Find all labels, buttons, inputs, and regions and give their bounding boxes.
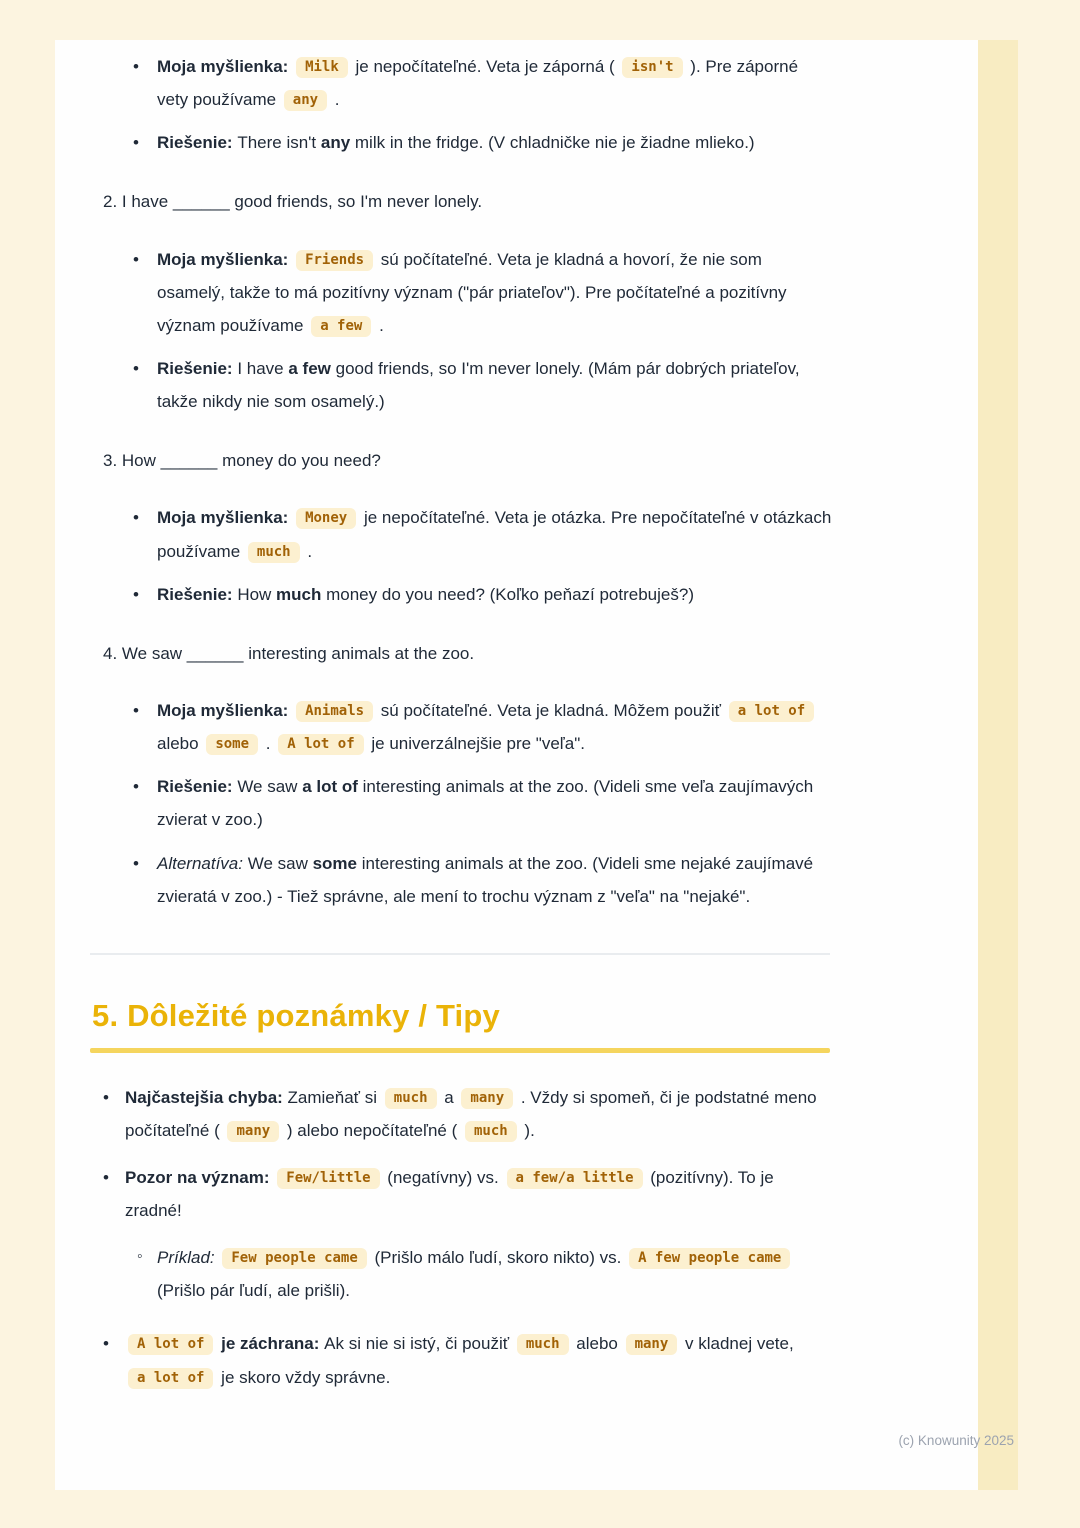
list-item (133, 243, 832, 342)
disc-bullet-marker: • (133, 57, 139, 76)
code-badge: a lot of (729, 701, 814, 722)
list-item (137, 1241, 832, 1307)
list-item (133, 847, 832, 913)
footer-credit: (c) Knowunity 2025 (898, 1433, 1014, 1448)
numbered-item (103, 444, 832, 477)
text-segment: . (330, 90, 340, 110)
text-segment: We saw (247, 853, 313, 873)
numbered-item (103, 185, 832, 218)
list-item (103, 1161, 832, 1227)
text-segment: a lot of (302, 777, 358, 797)
heading-underline (90, 1048, 830, 1053)
section-heading: 5. Dôležité poznámky / Tipy (92, 997, 500, 1033)
side-strip (978, 40, 1018, 1490)
list-item-text (157, 352, 832, 418)
text-segment: je skoro vždy správne. (216, 1367, 391, 1387)
text-segment: good friends, so I'm never lonely. (Mám pár dobrých priateľov, takže nikdy nie som osamelý.) (157, 358, 800, 412)
section-divider (90, 953, 830, 955)
content (90, 50, 832, 1394)
text-segment: ). Pre záporné vety používame (157, 57, 799, 110)
text-segment: Moja myšlienka: (157, 57, 294, 76)
text-segment: There isn't (237, 133, 321, 153)
list-item (133, 501, 832, 567)
text-segment: any (320, 133, 351, 153)
text-segment: 2. I have ______ good friends, so I'm never lonely. (103, 192, 483, 212)
text-segment: (pozitívny). To je zradné! (125, 1167, 774, 1220)
text-segment: milk in the fridge. (V chladničke nie je žiadne mlieko.) (350, 133, 755, 153)
text-segment: . (261, 734, 276, 754)
disc-bullet-marker: • (133, 584, 139, 604)
list-item-text (157, 578, 832, 611)
text-segment: je nepočítateľné. Veta je záporná ( (350, 57, 620, 76)
text-segment: a few (288, 358, 331, 378)
disc-bullet-marker: • (103, 1167, 109, 1187)
code-badge: Money (296, 508, 356, 529)
text-segment: Ak si nie si istý, či použiť (324, 1334, 514, 1354)
disc-bullet-marker: • (133, 358, 139, 378)
text-segment: Pozor na význam: (125, 1167, 275, 1187)
text-segment: alebo (571, 1334, 623, 1354)
code-badge: much (465, 1121, 517, 1142)
disc-bullet-marker: • (103, 1334, 109, 1354)
code-badge: many (626, 1334, 678, 1355)
code-badge: Few people came (222, 1248, 366, 1269)
text-segment: . Vždy si spomeň, či je podstatné meno počítateľné ( (125, 1087, 817, 1140)
code-badge: any (284, 90, 327, 111)
disc-bullet-marker: • (133, 853, 139, 873)
list-item-text (157, 126, 832, 159)
disc-bullet-marker: • (133, 249, 139, 269)
text-segment: (Prišlo málo ľudí, skoro nikto) vs. (369, 1248, 627, 1268)
list-item-text (157, 770, 832, 836)
text-segment: 3. How ______ money do you need? (103, 451, 381, 471)
text-segment: some (312, 853, 358, 873)
code-badge: many (227, 1121, 279, 1142)
text-segment: . (374, 315, 384, 335)
disc-bullet-marker: • (103, 1087, 109, 1107)
text-segment: Moja myšlienka: (157, 700, 294, 720)
code-badge: A lot of (278, 734, 363, 755)
text-segment: Zamieňať si (287, 1087, 382, 1107)
text-segment: (negatívny) vs. (382, 1167, 504, 1187)
text-segment: v kladnej vete, (680, 1334, 794, 1354)
text-segment: Riešenie: (157, 777, 238, 797)
text-segment: je univerzálnejšie pre "veľa". (366, 734, 585, 754)
text-segment: Moja myšlienka: (157, 249, 294, 269)
text-segment: much (276, 584, 322, 604)
code-badge: Friends (296, 250, 373, 271)
disc-bullet-marker: • (133, 508, 139, 528)
text-segment: 4. We saw ______ interesting animals at the zoo. (103, 643, 475, 663)
text-segment: je záchrana: (216, 1334, 325, 1354)
code-badge: Animals (296, 701, 373, 722)
text-segment: ). (519, 1120, 535, 1140)
list-item (133, 694, 832, 760)
text-segment: interesting animals at the zoo. (Videli sme veľa zaujímavých zvierat v zoo.) (157, 777, 814, 830)
list-item-text (157, 50, 832, 116)
numbered-item (103, 637, 832, 670)
list-item-text (157, 694, 832, 760)
text-segment: We saw (237, 777, 303, 797)
code-badge: A few people came (629, 1248, 790, 1269)
text-segment: Moja myšlienka: (157, 508, 294, 528)
list-item-text (157, 501, 832, 567)
disc-bullet-marker: • (133, 777, 139, 797)
text-segment: alebo (157, 734, 204, 754)
list-item-text (125, 1327, 832, 1393)
list-item (133, 578, 832, 611)
text-segment: How (237, 584, 277, 604)
code-badge: much (517, 1334, 569, 1355)
text-segment: ) alebo nepočítateľné ( (282, 1120, 462, 1140)
disc-bullet-marker: • (133, 133, 139, 153)
text-segment: interesting animals at the zoo. (Videli sme nejaké zaujímavé zvieratá v zoo.) - Tiež správne, ale mení to trochu význam z "veľa" na "nejaké". (157, 853, 814, 906)
list-item (103, 1327, 832, 1393)
code-badge: many (461, 1088, 513, 1109)
code-badge: much (385, 1088, 437, 1109)
list-item-text (125, 1161, 832, 1227)
list-item (133, 352, 832, 418)
text-segment: Najčastejšia chyba: (125, 1087, 288, 1107)
document-page (55, 40, 978, 1490)
code-badge: A lot of (128, 1334, 213, 1355)
list-item (133, 770, 832, 836)
code-badge: Milk (296, 57, 348, 78)
text-segment: Príklad: (157, 1248, 220, 1268)
text-segment: Riešenie: (157, 358, 238, 378)
text-segment: sú počítateľné. Veta je kladná a hovorí, že nie som osamelý, takže to má pozitívny význam ("pár priateľov"). Pre počítateľné a pozitívny význam používame (157, 249, 787, 335)
code-badge: much (248, 542, 300, 563)
code-badge: Few/little (277, 1168, 379, 1189)
disc-bullet-marker: • (133, 700, 139, 720)
text-segment: a (439, 1087, 459, 1107)
list-item-text (157, 847, 832, 913)
list-item (103, 1081, 832, 1147)
list-item-text (125, 1081, 832, 1147)
list-item-text (157, 1241, 832, 1307)
text-segment: sú počítateľné. Veta je kladná. Môžem použiť (376, 700, 726, 720)
text-segment: . (302, 541, 313, 561)
code-badge: some (206, 734, 258, 755)
code-badge: a lot of (128, 1368, 213, 1389)
text-segment: Riešenie: (157, 133, 238, 153)
circle-bullet-marker: ◦ (137, 1248, 143, 1266)
text-segment: Riešenie: (157, 584, 238, 604)
code-badge: isn't (622, 57, 682, 78)
text-segment: I have (237, 358, 289, 378)
text-segment: (Prišlo pár ľudí, ale prišli). (157, 1281, 350, 1301)
code-badge: a few/a little (507, 1168, 643, 1189)
text-segment: Alternatíva: (157, 853, 248, 873)
list-item (133, 126, 832, 159)
list-item (133, 50, 832, 116)
list-item-text (157, 243, 832, 342)
text-segment: je nepočítateľné. Veta je otázka. Pre nepočítateľné v otázkach používame (157, 508, 832, 561)
text-segment: money do you need? (Koľko peňazí potrebuješ?) (321, 584, 694, 604)
code-badge: a few (311, 316, 371, 337)
